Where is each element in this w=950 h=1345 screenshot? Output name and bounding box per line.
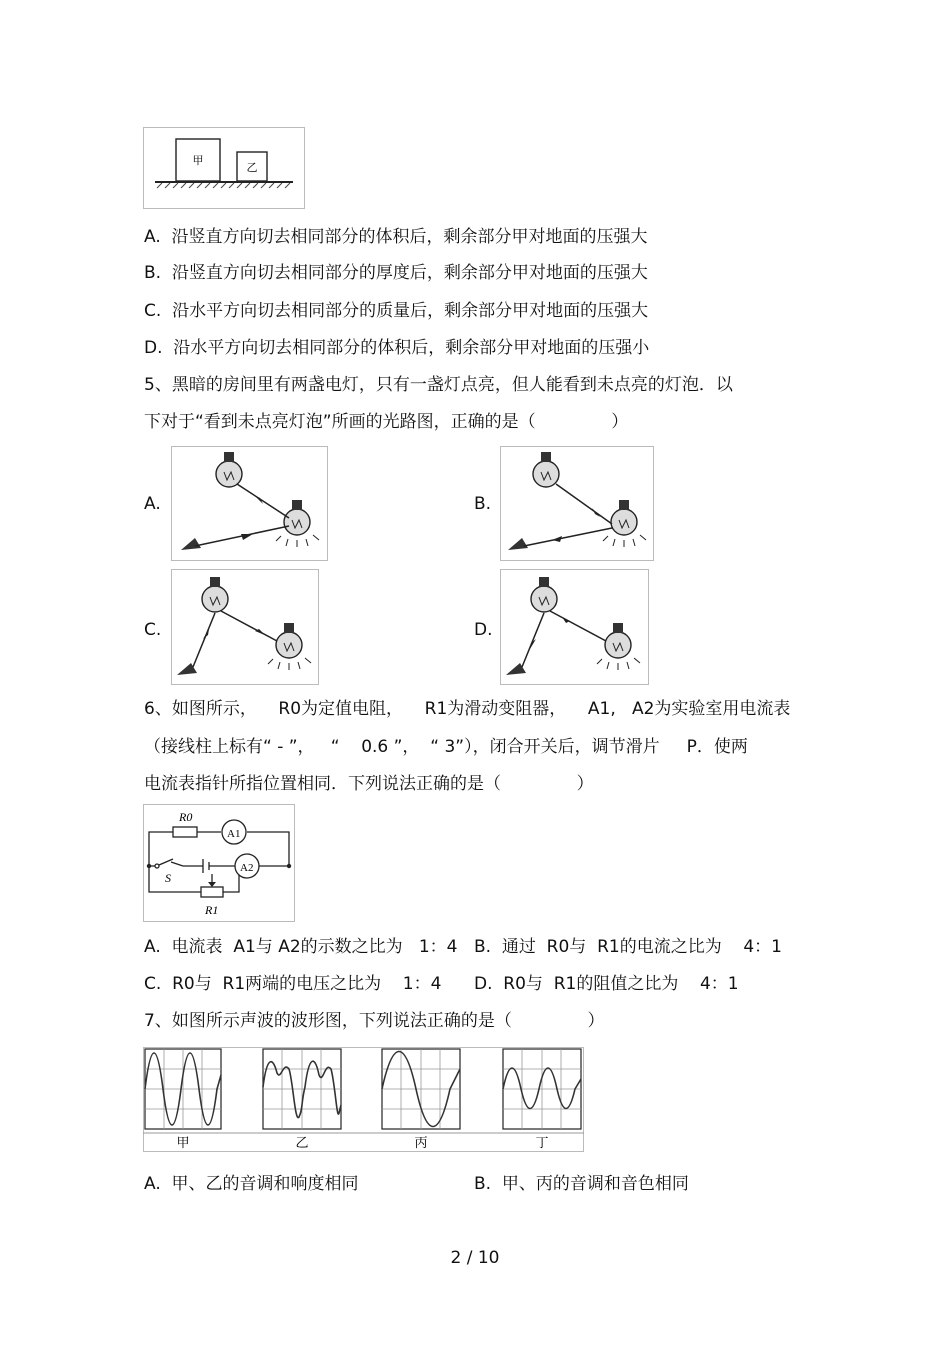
- q6-stem-line3: 电流表指针所指位置相同．下列说法正确的是（ ）: [144, 774, 594, 794]
- q5-stem-line1: 5、黑暗的房间里有两盏电灯，只有一盏灯点亮，但人能看到未点亮的灯泡．以: [144, 375, 733, 395]
- q5-figure-d: [500, 569, 649, 685]
- q7-option-b: B. 甲、丙的音调和音色相同: [474, 1174, 689, 1194]
- q5-figure-c: [171, 569, 319, 685]
- q6-option-c: C. R0与 R1两端的电压之比为 1：4: [144, 974, 442, 994]
- q5-figure-b: [500, 446, 654, 561]
- label-s: S: [165, 871, 171, 885]
- q7-stem: 7、如图所示声波的波形图，下列说法正确的是（ ）: [144, 1011, 605, 1031]
- label-r0: R0: [179, 810, 193, 824]
- q5-option-b-label: B.: [474, 494, 492, 514]
- q5-figure-a: [171, 446, 328, 561]
- q4-blocks-figure: [143, 127, 305, 209]
- q7-option-a: A. 甲、乙的音调和响度相同: [144, 1174, 359, 1194]
- block-jia-label: 甲: [192, 154, 204, 167]
- q4-option-a: A. 沿竖直方向切去相同部分的体积后，剩余部分甲对地面的压强大: [144, 227, 648, 247]
- wave-label-ding: 丁: [535, 1136, 549, 1151]
- q4-option-d: D. 沿水平方向切去相同部分的体积后，剩余部分甲对地面的压强小: [144, 338, 650, 358]
- q5-option-a-label: A.: [144, 494, 161, 514]
- q7-waveform-figure: [143, 1047, 584, 1152]
- q6-option-a: A. 电流表 A1与 A2的示数之比为 1：4: [144, 937, 458, 957]
- wave-label-yi: 乙: [295, 1136, 309, 1151]
- wave-label-bing: 丙: [414, 1136, 428, 1151]
- page-number: 2 / 10: [450, 1248, 500, 1268]
- q5-option-d-label: D.: [474, 620, 493, 640]
- q6-stem-line2: （接线柱上标有“ - ”， “ 0.6 ”， “ 3”），闭合开关后，调节滑片 P．使两: [144, 737, 748, 757]
- q4-option-b: B. 沿竖直方向切去相同部分的厚度后，剩余部分甲对地面的压强大: [144, 263, 648, 283]
- q6-stem-line1: 6、如图所示， R0为定值电阻， R1为滑动变阻器， A1, A2为实验室用电流表: [144, 699, 791, 719]
- q5-stem-line2: 下对于“看到未点亮灯泡”所画的光路图，正确的是（ ）: [144, 412, 629, 432]
- wave-label-jia: 甲: [176, 1136, 190, 1151]
- label-a1: A1: [227, 828, 241, 840]
- q6-option-b: B. 通过 R0与 R1的电流之比为 4：1: [474, 937, 782, 957]
- q4-option-c: C. 沿水平方向切去相同部分的质量后，剩余部分甲对地面的压强大: [144, 301, 649, 321]
- label-r1: R1: [205, 903, 219, 917]
- q6-circuit-figure: [143, 804, 295, 922]
- q6-option-d: D. R0与 R1的阻值之比为 4：1: [474, 974, 739, 994]
- block-yi-label: 乙: [246, 161, 258, 174]
- q5-option-c-label: C.: [144, 620, 162, 640]
- label-a2: A2: [240, 862, 254, 874]
